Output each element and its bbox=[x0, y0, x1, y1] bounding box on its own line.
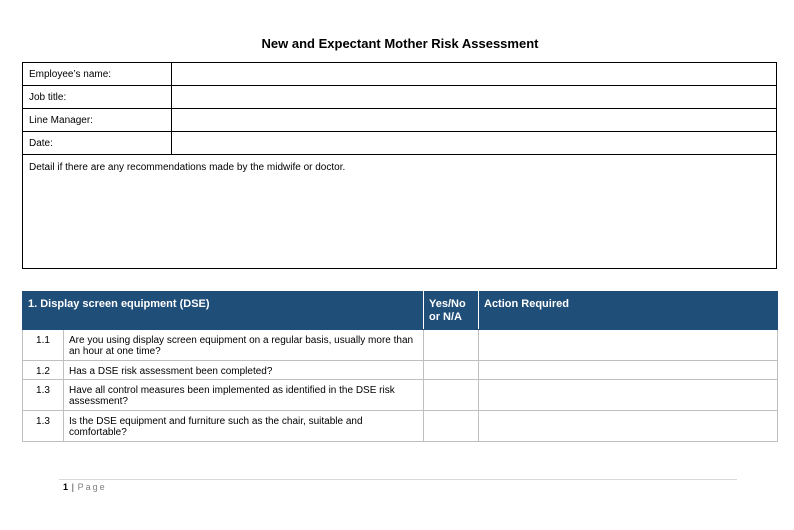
date-field[interactable] bbox=[172, 132, 777, 155]
employee-name-field[interactable] bbox=[172, 63, 777, 86]
action-cell[interactable] bbox=[479, 411, 778, 442]
employee-details-table bbox=[22, 62, 777, 269]
date-label: Date: bbox=[23, 132, 172, 155]
question-number: 1.2 bbox=[23, 361, 64, 380]
line-manager-field[interactable] bbox=[172, 109, 777, 132]
answer-cell[interactable] bbox=[424, 380, 479, 411]
question-number: 1.3 bbox=[23, 380, 64, 411]
job-title-field[interactable] bbox=[172, 86, 777, 109]
table-row bbox=[23, 361, 778, 380]
footer-separator: | bbox=[71, 482, 75, 492]
recommendations-row bbox=[23, 155, 777, 269]
recommendations-prompt: Detail if there are any recommendations made by the midwife or doctor. bbox=[29, 162, 346, 173]
job-title-label: Job title: bbox=[23, 86, 172, 109]
yes-no-header-line2: or N/A bbox=[429, 311, 462, 323]
question-text: Is the DSE equipment and furniture such as the chair, suitable and comfortable? bbox=[64, 411, 424, 442]
line-manager-row bbox=[23, 109, 777, 132]
answer-cell[interactable] bbox=[424, 330, 479, 361]
answer-cell[interactable] bbox=[424, 411, 479, 442]
table-row bbox=[23, 330, 778, 361]
date-row bbox=[23, 132, 777, 155]
footer-divider bbox=[59, 479, 737, 480]
table-row bbox=[23, 380, 778, 411]
action-cell[interactable] bbox=[479, 330, 778, 361]
table-row bbox=[23, 411, 778, 442]
page-label: Page bbox=[77, 482, 107, 492]
action-required-header: Action Required bbox=[479, 292, 778, 330]
recommendations-field[interactable] bbox=[23, 155, 777, 269]
question-text: Has a DSE risk assessment been completed? bbox=[64, 361, 424, 380]
dse-header-row bbox=[23, 292, 778, 330]
answer-cell[interactable] bbox=[424, 361, 479, 380]
question-number: 1.1 bbox=[23, 330, 64, 361]
employee-name-row bbox=[23, 63, 777, 86]
yes-no-header bbox=[424, 292, 479, 330]
question-number: 1.3 bbox=[23, 411, 64, 442]
job-title-row bbox=[23, 86, 777, 109]
dse-section-title: 1. Display screen equipment (DSE) bbox=[23, 292, 424, 330]
yes-no-header-line1: Yes/No bbox=[429, 298, 466, 310]
action-cell[interactable] bbox=[479, 380, 778, 411]
page-footer bbox=[63, 482, 107, 492]
document-title: New and Expectant Mother Risk Assessment bbox=[261, 36, 539, 51]
question-text: Are you using display screen equipment on a regular basis, usually more than an hour at one time? bbox=[64, 330, 424, 361]
question-text: Have all control measures been implemented as identified in the DSE risk assessment? bbox=[64, 380, 424, 411]
page-number: 1 bbox=[63, 482, 69, 492]
employee-name-label: Employee’s name: bbox=[23, 63, 172, 86]
dse-assessment-table bbox=[22, 291, 778, 442]
line-manager-label: Line Manager: bbox=[23, 109, 172, 132]
action-cell[interactable] bbox=[479, 361, 778, 380]
